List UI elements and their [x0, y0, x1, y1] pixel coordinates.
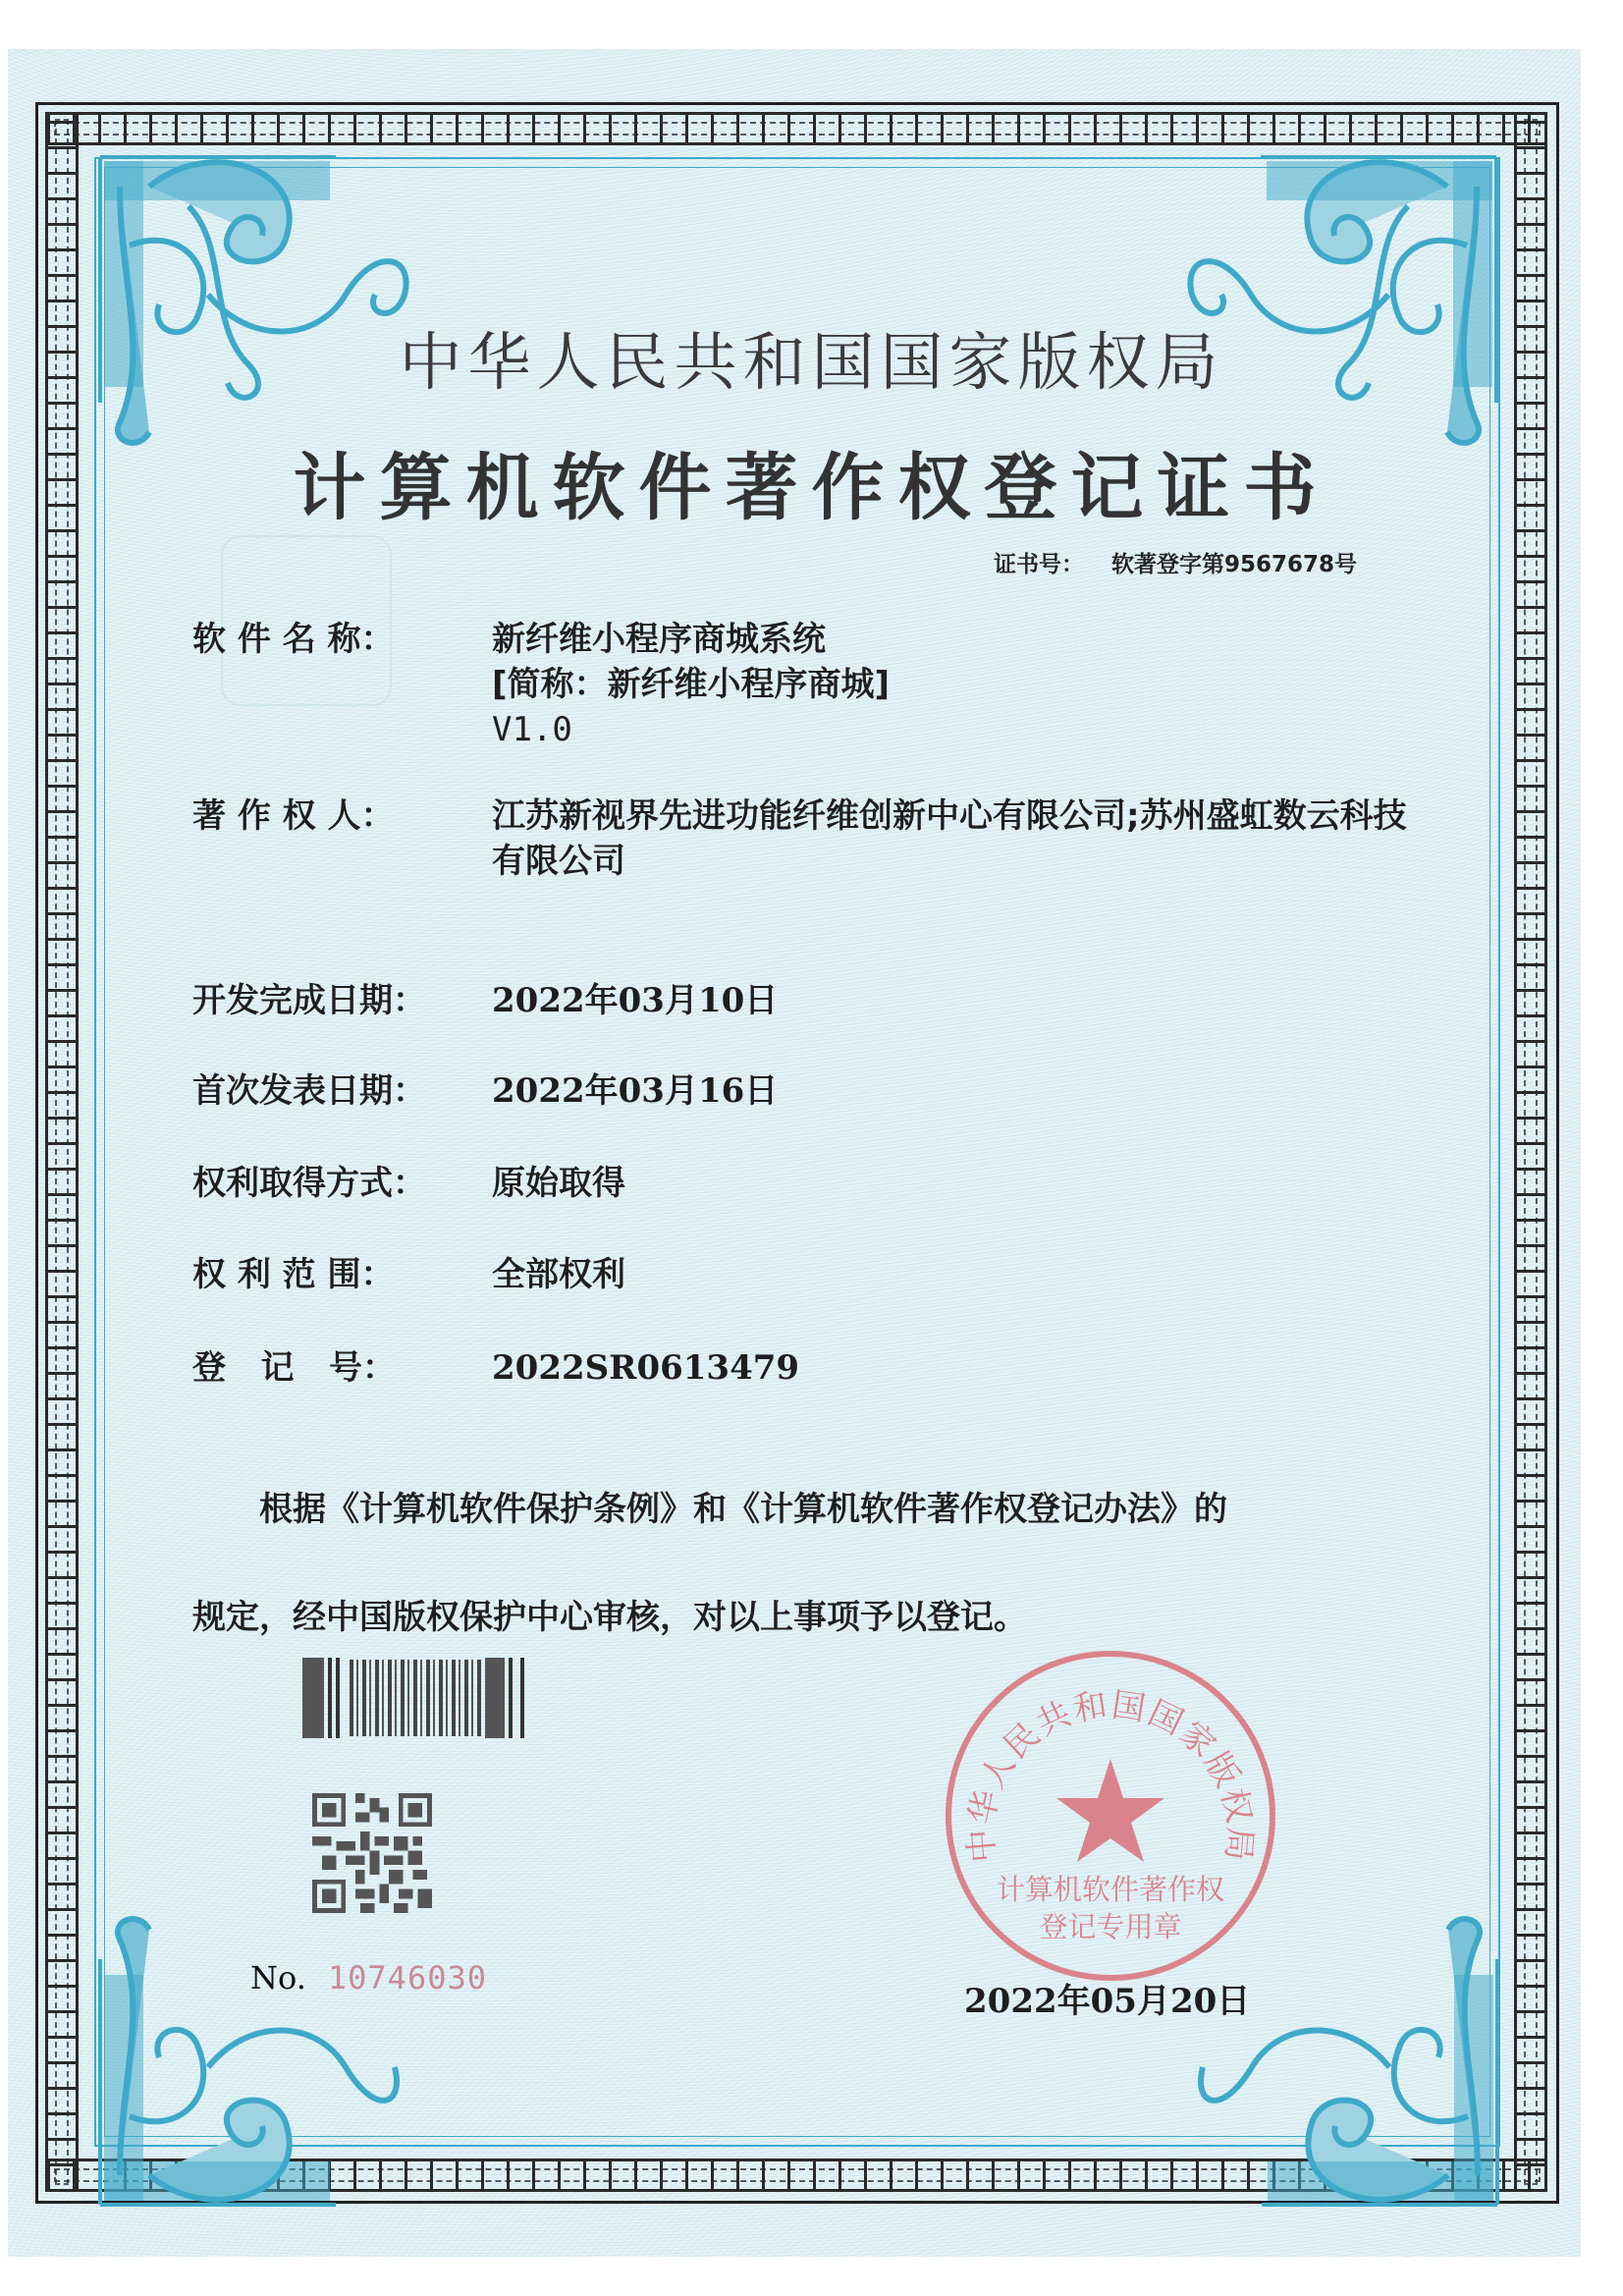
svg-text:中华人民共和国国家版权局: 中华人民共和国国家版权局 [961, 1685, 1260, 1865]
statement-line-2: 规定，经中国版权保护中心审核，对以上事项予以登记。 [192, 1598, 1027, 1637]
field-label: 权利取得方式： [192, 1164, 426, 1203]
statement-line-1: 根据《计算机软件保护条例》和《计算机软件著作权登记办法》的 [259, 1490, 1227, 1529]
field-acquisition-method [192, 1161, 625, 1206]
meander-border-left [45, 112, 79, 2192]
svg-text:计算机软件著作权: 计算机软件著作权 [996, 1873, 1225, 1906]
field-label: 登 记 号： [192, 1348, 397, 1388]
field-value: 江苏新视界先进功能纤维创新中心有限公司;苏州盛虹数云科技有限公司 [492, 796, 1407, 881]
field-label: 软 件 名 称： [192, 620, 395, 659]
corner-ornament-icon [71, 1900, 405, 2214]
corner-ornament-icon [90, 147, 424, 462]
field-value: 2022SR0613479 [492, 1348, 800, 1388]
official-seal-icon [941, 1646, 1280, 1986]
field-label: 权 利 范 围： [192, 1255, 395, 1294]
serial-value: 10746030 [327, 1959, 487, 1996]
field-value: 全部权利 [492, 1255, 625, 1294]
pdf417-barcode-icon [302, 1658, 534, 1738]
meander-border-right [1514, 112, 1547, 2192]
corner-ornament-icon [1172, 147, 1506, 462]
field-rights-scope [192, 1252, 625, 1297]
serial-number [250, 1959, 487, 1996]
certificate-title: 计算机软件著作权登记证书 [293, 446, 1330, 530]
software-full-name: 新纤维小程序商城系统 [492, 620, 826, 659]
certificate-number-value: 软著登字第9567678号 [1111, 552, 1358, 577]
certificate-number-label: 证书号： [994, 552, 1084, 577]
legal-statement [192, 1455, 1430, 1671]
svg-text:登记专用章: 登记专用章 [1039, 1910, 1182, 1943]
field-value: 原始取得 [492, 1164, 625, 1203]
field-label: 著 作 权 人： [192, 796, 395, 836]
field-software-name [192, 617, 890, 752]
meander-border-top [47, 112, 1547, 145]
software-version: V1.0 [492, 710, 572, 749]
field-value: 2022年03月16日 [492, 1071, 779, 1111]
field-development-date [192, 978, 778, 1023]
software-short-name: [简称：新纤维小程序商城] [492, 665, 891, 704]
field-label: 首次发表日期： [192, 1071, 426, 1111]
serial-label: No. [250, 1959, 306, 1996]
field-publication-date [192, 1068, 778, 1114]
issuer-title: 中华人民共和国国家版权局 [399, 327, 1224, 400]
qr-code-icon [312, 1793, 432, 1913]
field-copyright-owner [192, 793, 1434, 884]
certificate-number [994, 546, 1357, 578]
issue-date: 2022年05月20日 [964, 1982, 1251, 2021]
field-registration-number [192, 1345, 799, 1391]
field-value [492, 617, 890, 752]
field-label: 开发完成日期： [192, 981, 426, 1020]
field-value: 2022年03月10日 [492, 981, 779, 1020]
